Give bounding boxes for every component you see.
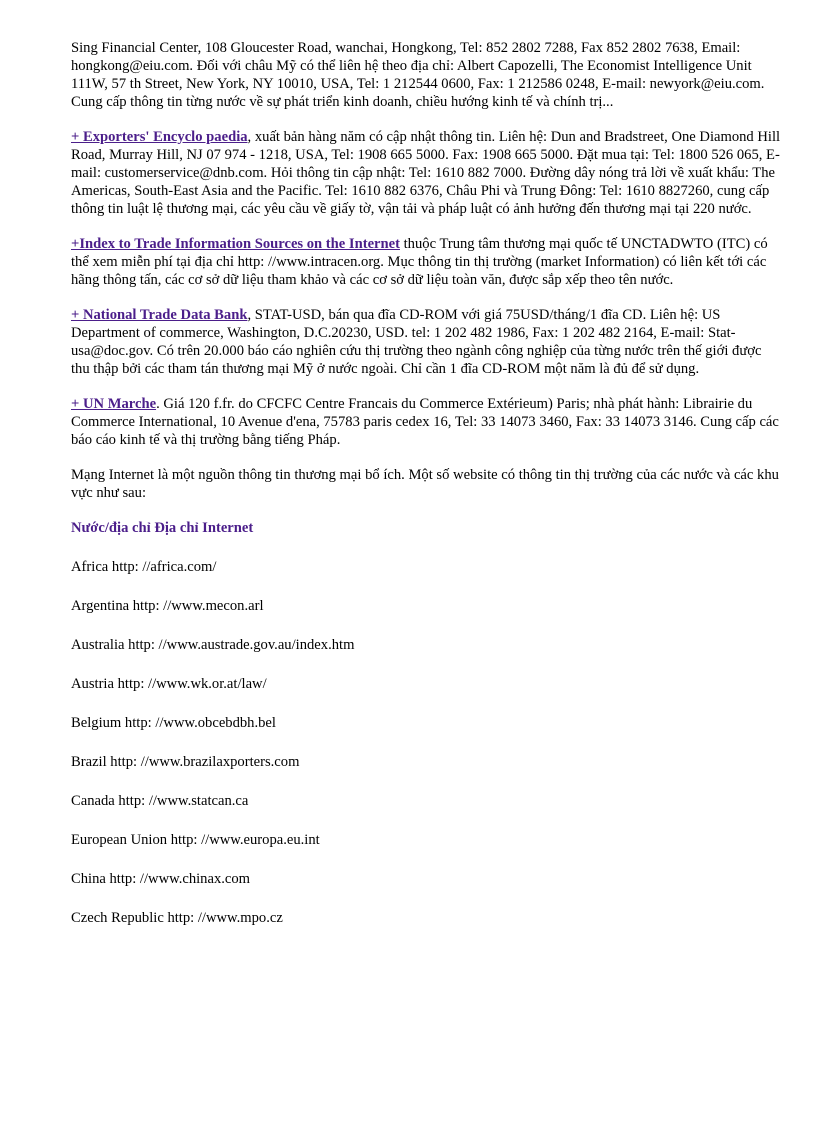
resource-index-trade-information: [71, 235, 783, 289]
intro-paragraph: Sing Financial Center, 108 Gloucester Road, wanchai, Hongkong, Tel: 852 2802 7288, Fax 852 2802 7638, Email: hongkong@eiu.com. Đối với châu Mỹ có thể liên hệ theo địa chỉ: Albert Capozelli, The Economist Intelligence Unit 111W, 57 th Street, New York, NY 10010, USA, Tel: 1 212544 0600, Fax: 1 212586 0248, E-mail: newyork@eiu.com. Cung cấp thông tin từng nước về sự phát triển kinh doanh, chiều hướng kinh tế và chính trị...: [71, 40, 765, 110]
resource-national-trade-data-bank: [71, 306, 783, 378]
resource-exporters-encyclopaedia: [71, 128, 783, 218]
exporters-encyclopaedia-link[interactable]: + Exporters' Encyclo paedia: [71, 129, 248, 145]
website-list: [71, 558, 783, 927]
index-trade-information-link[interactable]: +Index to Trade Information Sources on the Internet: [71, 236, 400, 252]
document-page: [71, 39, 783, 948]
list-item: Belgium http: //www.obcebdbh.bel: [71, 715, 276, 731]
list-item: Austria http: //www.wk.or.at/law/: [71, 676, 267, 692]
list-item: Czech Republic http: //www.mpo.cz: [71, 910, 283, 926]
list-item: Australia http: //www.austrade.gov.au/index.htm: [71, 637, 355, 653]
national-trade-data-bank-link[interactable]: + National Trade Data Bank: [71, 307, 248, 323]
resource-description: , xuất bản hàng năm có cập nhật thông tin. Liên hệ: Dun and Bradstreet, One Diamond Hill Road, Murray Hill, NJ 07 974 - 1218, USA, Tel: 1908 665 5000. Fax: 1908 665 5000. Đặt mua tại: Tel: 1800 526 065, E-mail: customerservice@dnb.com. Hỏi thông tin cập nhật: Tel: 1610 882 7000. Đường dây nóng trả lời về xuất khẩu: The Americas, South-East Asia and the Pacific. Tel: 1610 882 6376, Châu Phi và Trung Đông: Tel: 1610 8827260, cung cấp thông tin luật lệ thương mại, các yêu cầu về giấy tờ, vận tải và pháp luật có ảnh hưởng đến thương mại tại 220 nước.: [71, 129, 781, 217]
internet-intro-paragraph: Mạng Internet là một nguồn thông tin thương mại bổ ích. Một số website có thông tin thị trường của các nước và các khu vực như sau:: [71, 467, 779, 501]
website-table-heading: Nước/địa chỉ Địa chỉ Internet: [71, 520, 254, 536]
list-item: Canada http: //www.statcan.ca: [71, 793, 249, 809]
resource-description: thuộc Trung tâm thương mại quốc tế UNCTADWTO (ITC) có thể xem miễn phí tại địa chỉ http: //www.intracen.org. Mục thông tin thị trường (market Information) có liên kết tới các hãng thông tấn, các cơ sở dữ liệu tham khảo và các cơ sở dữ liệu toàn văn, được sắp xếp theo tên nước.: [71, 236, 768, 288]
list-item: China http: //www.chinax.com: [71, 871, 251, 887]
un-marche-link[interactable]: + UN Marche: [71, 396, 157, 412]
list-item: Brazil http: //www.brazilaxporters.com: [71, 754, 300, 770]
resource-description: , STAT-USD, bán qua đĩa CD-ROM với giá 75USD/tháng/1 đĩa CD. Liên hệ: US Department of commerce, Washington, D.C.20230, USD. tel: 1 202 482 1986, Fax: 1 202 482 2164, E-mail: Stat-usa@doc.gov. Có trên 20.000 báo cáo nghiên cứu thị trường theo ngành công nghiệp của từng nước trên thế giới được thu thập bởi các tham tán thương mại Mỹ ở nước ngoài. Chỉ cần 1 đĩa CD-ROM một năm là đủ để sử dụng.: [71, 307, 762, 377]
resource-description: . Giá 120 f.fr. do CFCFC Centre Francais du Commerce Extérieum) Paris; nhà phát hành: Librairie du Commerce International, 10 Avenue d'ena, 75783 paris cedex 16, Tel: 33 14073 3460, Fax: 33 14073 3146. Cung cấp các báo cáo kinh tế và thị trường bằng tiếng Pháp.: [71, 396, 779, 448]
list-item: Argentina http: //www.mecon.arl: [71, 598, 264, 614]
resource-un-marche: [71, 395, 783, 449]
list-item: Africa http: //africa.com/: [71, 559, 217, 575]
list-item: European Union http: //www.europa.eu.int: [71, 832, 320, 848]
